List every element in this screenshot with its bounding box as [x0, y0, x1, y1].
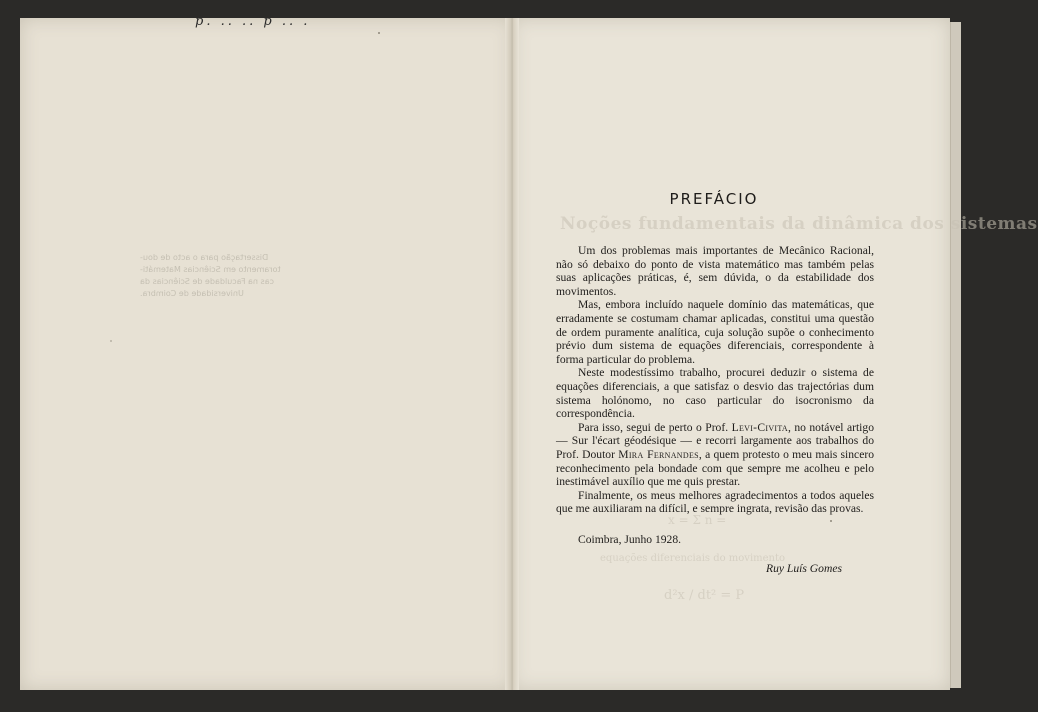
author-signature: Ruy Luís Gomes [766, 562, 842, 575]
place-date: Coimbra, Junho 1928. [578, 533, 682, 546]
show-through-heading: Noções fundamentais da dinâmica dos sistemas [560, 214, 1038, 234]
author-name-mira-fernandes: Mira Fernandes [618, 447, 699, 461]
book-gutter [505, 18, 519, 690]
show-through-equation: equações diferenciais do movimento [600, 553, 786, 564]
page-title: PREFÁCIO [669, 190, 759, 208]
paragraph: Um dos problemas mais importantes de Mecânico Racional, não só debaixo do ponto de vista matemático mas também pelas suas aplicações práticas, é, sem dúvida, o da estabilidade dos movimentos. [556, 244, 874, 298]
paper-speck [110, 340, 112, 342]
text-run: , a quem protesto o meu mais sincero reconhecimento pela bondade com que sempre me acolheu e pelo inestimável auxílio que me quis prestar. [556, 447, 874, 489]
author-name-levi-civita: Levi-Civita [731, 420, 788, 434]
paragraph: Neste modestíssimo trabalho, procurei deduzir o sistema de equações diferenciais, a que satisfaz o desvio das trajectórias dum sistema holónomo, no caso particular do isocronismo da correspondência. [556, 366, 874, 421]
show-through-equation: x = Σ n = [668, 513, 727, 527]
left-page [20, 18, 512, 690]
paragraph: Finalmente, os meus melhores agradecimentos a todos aqueles que me auxiliaram na difícil, e sempre ingrata, revisão das provas. [556, 488, 874, 516]
paper-speck [830, 520, 832, 522]
paper-speck [378, 32, 380, 34]
preface-body [556, 244, 874, 516]
paragraph: Mas, embora incluído naquele domínio das matemáticas, que erradamente se costumam chamar aplicadas, constitui uma questão de ordem puramente analítica, cuja solução supõe o conhecimento prévio dum sistema de equações diferenciais, correspondente à forma particular do problema. [556, 298, 874, 366]
show-through-equation: d²x / dt² = P [664, 588, 745, 603]
page-edges [950, 22, 961, 688]
paragraph [556, 421, 874, 489]
handwritten-note: p. .. .. p .. . [195, 14, 311, 29]
show-through-dedication: Dissertação para o acto de dou- toramento em Sciências Matemáti- cas na Faculdade de Sciências da Universidade de Coimbra. [140, 253, 281, 298]
text-run: , no notável artigo — Sur l'écart géodésique — e recorri largamente aos trabalhos do Prof. Doutor [556, 420, 874, 461]
text-run: Para isso, segui de perto o Prof. [578, 420, 732, 434]
